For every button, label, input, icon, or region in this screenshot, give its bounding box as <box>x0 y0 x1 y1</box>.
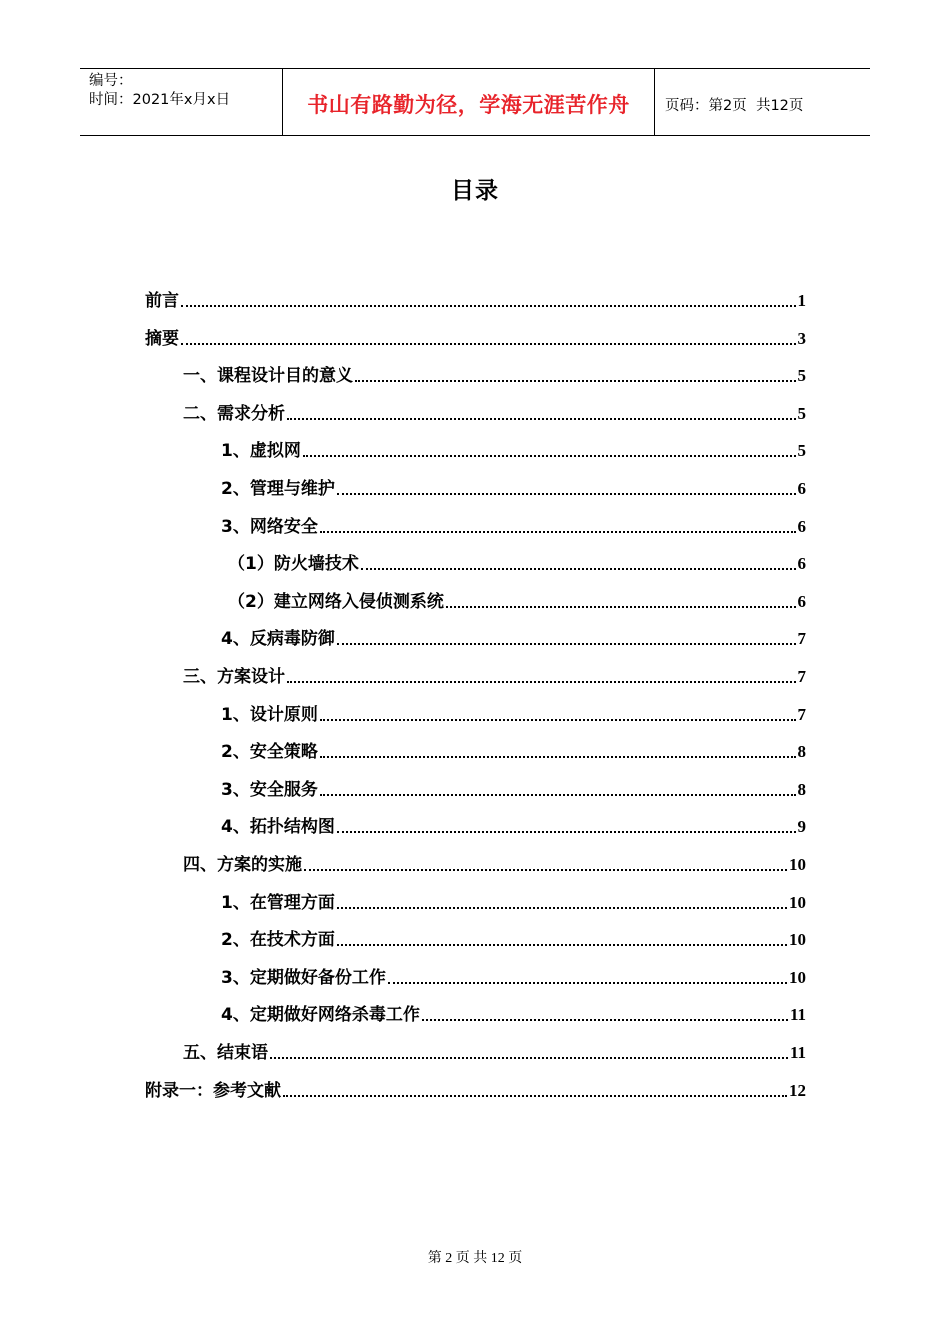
toc-entry-label: 2、在技术方面 <box>221 930 335 950</box>
toc-dot-leader <box>422 1018 788 1021</box>
toc-entry-page-number: 6 <box>797 592 806 611</box>
toc-entry-page-number: 10 <box>789 855 806 874</box>
toc-entry-page-number: 8 <box>797 742 806 761</box>
toc-entry-page-number: 7 <box>797 629 806 648</box>
toc-entry-label: 1、虚拟网 <box>221 441 301 461</box>
toc-dot-leader <box>303 454 796 457</box>
toc-entry[interactable] <box>221 690 806 726</box>
toc-dot-leader <box>287 680 796 683</box>
toc-entry[interactable] <box>221 765 806 801</box>
toc-dot-leader <box>320 718 796 721</box>
toc-entry-page-number: 5 <box>797 366 806 385</box>
toc-entry-page-number: 6 <box>797 517 806 536</box>
document-number-label: 编号： <box>89 73 133 89</box>
toc-entry-label: 2、管理与维护 <box>221 479 335 499</box>
page-header <box>80 68 870 136</box>
toc-entry-page-number: 12 <box>789 1081 806 1100</box>
toc-entry[interactable] <box>221 464 806 500</box>
toc-entry[interactable] <box>145 314 806 350</box>
toc-entry[interactable] <box>183 652 806 688</box>
toc-dot-leader <box>320 530 796 533</box>
toc-entry[interactable] <box>183 840 806 876</box>
toc-dot-leader <box>320 755 796 758</box>
header-motto: 书山有路勤为径，学海无涯苦作舟 <box>307 93 630 117</box>
toc-dot-leader <box>337 492 796 495</box>
toc-dot-leader <box>337 943 787 946</box>
toc-entry-page-number: 11 <box>789 1043 806 1062</box>
toc-entry-page-number: 1 <box>797 291 806 310</box>
toc-entry-page-number: 6 <box>797 479 806 498</box>
toc-dot-leader <box>270 1056 788 1059</box>
toc-entry-label: 3、网络安全 <box>221 517 318 537</box>
page-title: 目录 <box>451 178 499 204</box>
toc-entry[interactable] <box>221 614 806 650</box>
toc-entry-label: 二、需求分析 <box>183 404 285 424</box>
toc-dot-leader <box>446 605 796 608</box>
toc-entry[interactable] <box>183 389 806 425</box>
toc-dot-leader <box>181 304 796 307</box>
toc-entry[interactable] <box>221 953 806 989</box>
toc-entry[interactable] <box>221 990 806 1026</box>
toc-dot-leader <box>181 342 796 345</box>
toc-dot-leader <box>304 868 787 871</box>
toc-entry-label: （1）防火墙技术 <box>228 554 359 574</box>
toc-entry-page-number: 10 <box>789 893 806 912</box>
toc-entry-label: 3、定期做好备份工作 <box>221 968 386 988</box>
header-motto-cell <box>282 69 655 135</box>
toc-entry[interactable] <box>221 915 806 951</box>
toc-entry-label: 1、设计原则 <box>221 705 318 725</box>
toc-entry[interactable] <box>145 276 806 312</box>
toc-entry[interactable] <box>228 577 806 613</box>
toc-entry-page-number: 6 <box>797 554 806 573</box>
document-time-label: 时间：2021年x月x日 <box>89 92 231 108</box>
toc-entry-page-number: 7 <box>797 705 806 724</box>
toc-entry[interactable] <box>221 727 806 763</box>
toc-dot-leader <box>361 567 796 570</box>
page-footer: 第 2 页 共 12 页 <box>427 1251 523 1266</box>
toc-entry[interactable] <box>183 351 806 387</box>
toc-entry[interactable] <box>221 878 806 914</box>
toc-entry-label: 摘要 <box>145 329 179 349</box>
toc-entry-label: 前言 <box>145 291 179 311</box>
toc-entry-page-number: 9 <box>797 817 806 836</box>
toc-dot-leader <box>337 830 796 833</box>
toc-entry-page-number: 11 <box>789 1005 806 1024</box>
toc-entry-label: 四、方案的实施 <box>183 855 302 875</box>
toc-entry-label: （2）建立网络入侵侦测系统 <box>228 592 444 612</box>
toc-entry[interactable] <box>221 502 806 538</box>
toc-entry-page-number: 3 <box>797 329 806 348</box>
toc-entry-label: 附录一：参考文献 <box>145 1081 281 1101</box>
toc-dot-leader <box>355 379 796 382</box>
toc-entry-label: 4、定期做好网络杀毒工作 <box>221 1005 420 1025</box>
toc-entry-label: 1、在管理方面 <box>221 893 335 913</box>
toc-entry-label: 五、结束语 <box>183 1043 268 1063</box>
toc-entry-label: 三、方案设计 <box>183 667 285 687</box>
toc-entry-label: 2、安全策略 <box>221 742 318 762</box>
toc-dot-leader <box>388 981 787 984</box>
toc-entry-page-number: 8 <box>797 780 806 799</box>
toc-entry-page-number: 10 <box>789 930 806 949</box>
toc-entry-label: 3、安全服务 <box>221 780 318 800</box>
toc-entry[interactable] <box>221 802 806 838</box>
toc-entry-page-number: 7 <box>797 667 806 686</box>
toc-dot-leader <box>287 417 796 420</box>
toc-entry[interactable] <box>183 1028 806 1064</box>
toc-entry-page-number: 5 <box>797 404 806 423</box>
toc-dot-leader <box>337 906 787 909</box>
header-page-info: 页码：第2页 共12页 <box>665 97 804 114</box>
toc-dot-leader <box>337 642 796 645</box>
toc-entry-page-number: 5 <box>797 441 806 460</box>
toc-entry-label: 一、课程设计目的意义 <box>183 366 353 386</box>
toc-dot-leader <box>320 793 796 796</box>
toc-entry-label: 4、拓扑结构图 <box>221 817 335 837</box>
toc-entry[interactable] <box>145 1066 806 1102</box>
header-meta <box>80 69 282 135</box>
toc-entry-page-number: 10 <box>789 968 806 987</box>
toc-dot-leader <box>283 1094 787 1097</box>
toc-entry[interactable] <box>221 426 806 462</box>
toc-entry[interactable] <box>228 539 806 575</box>
toc-entry-label: 4、反病毒防御 <box>221 629 335 649</box>
